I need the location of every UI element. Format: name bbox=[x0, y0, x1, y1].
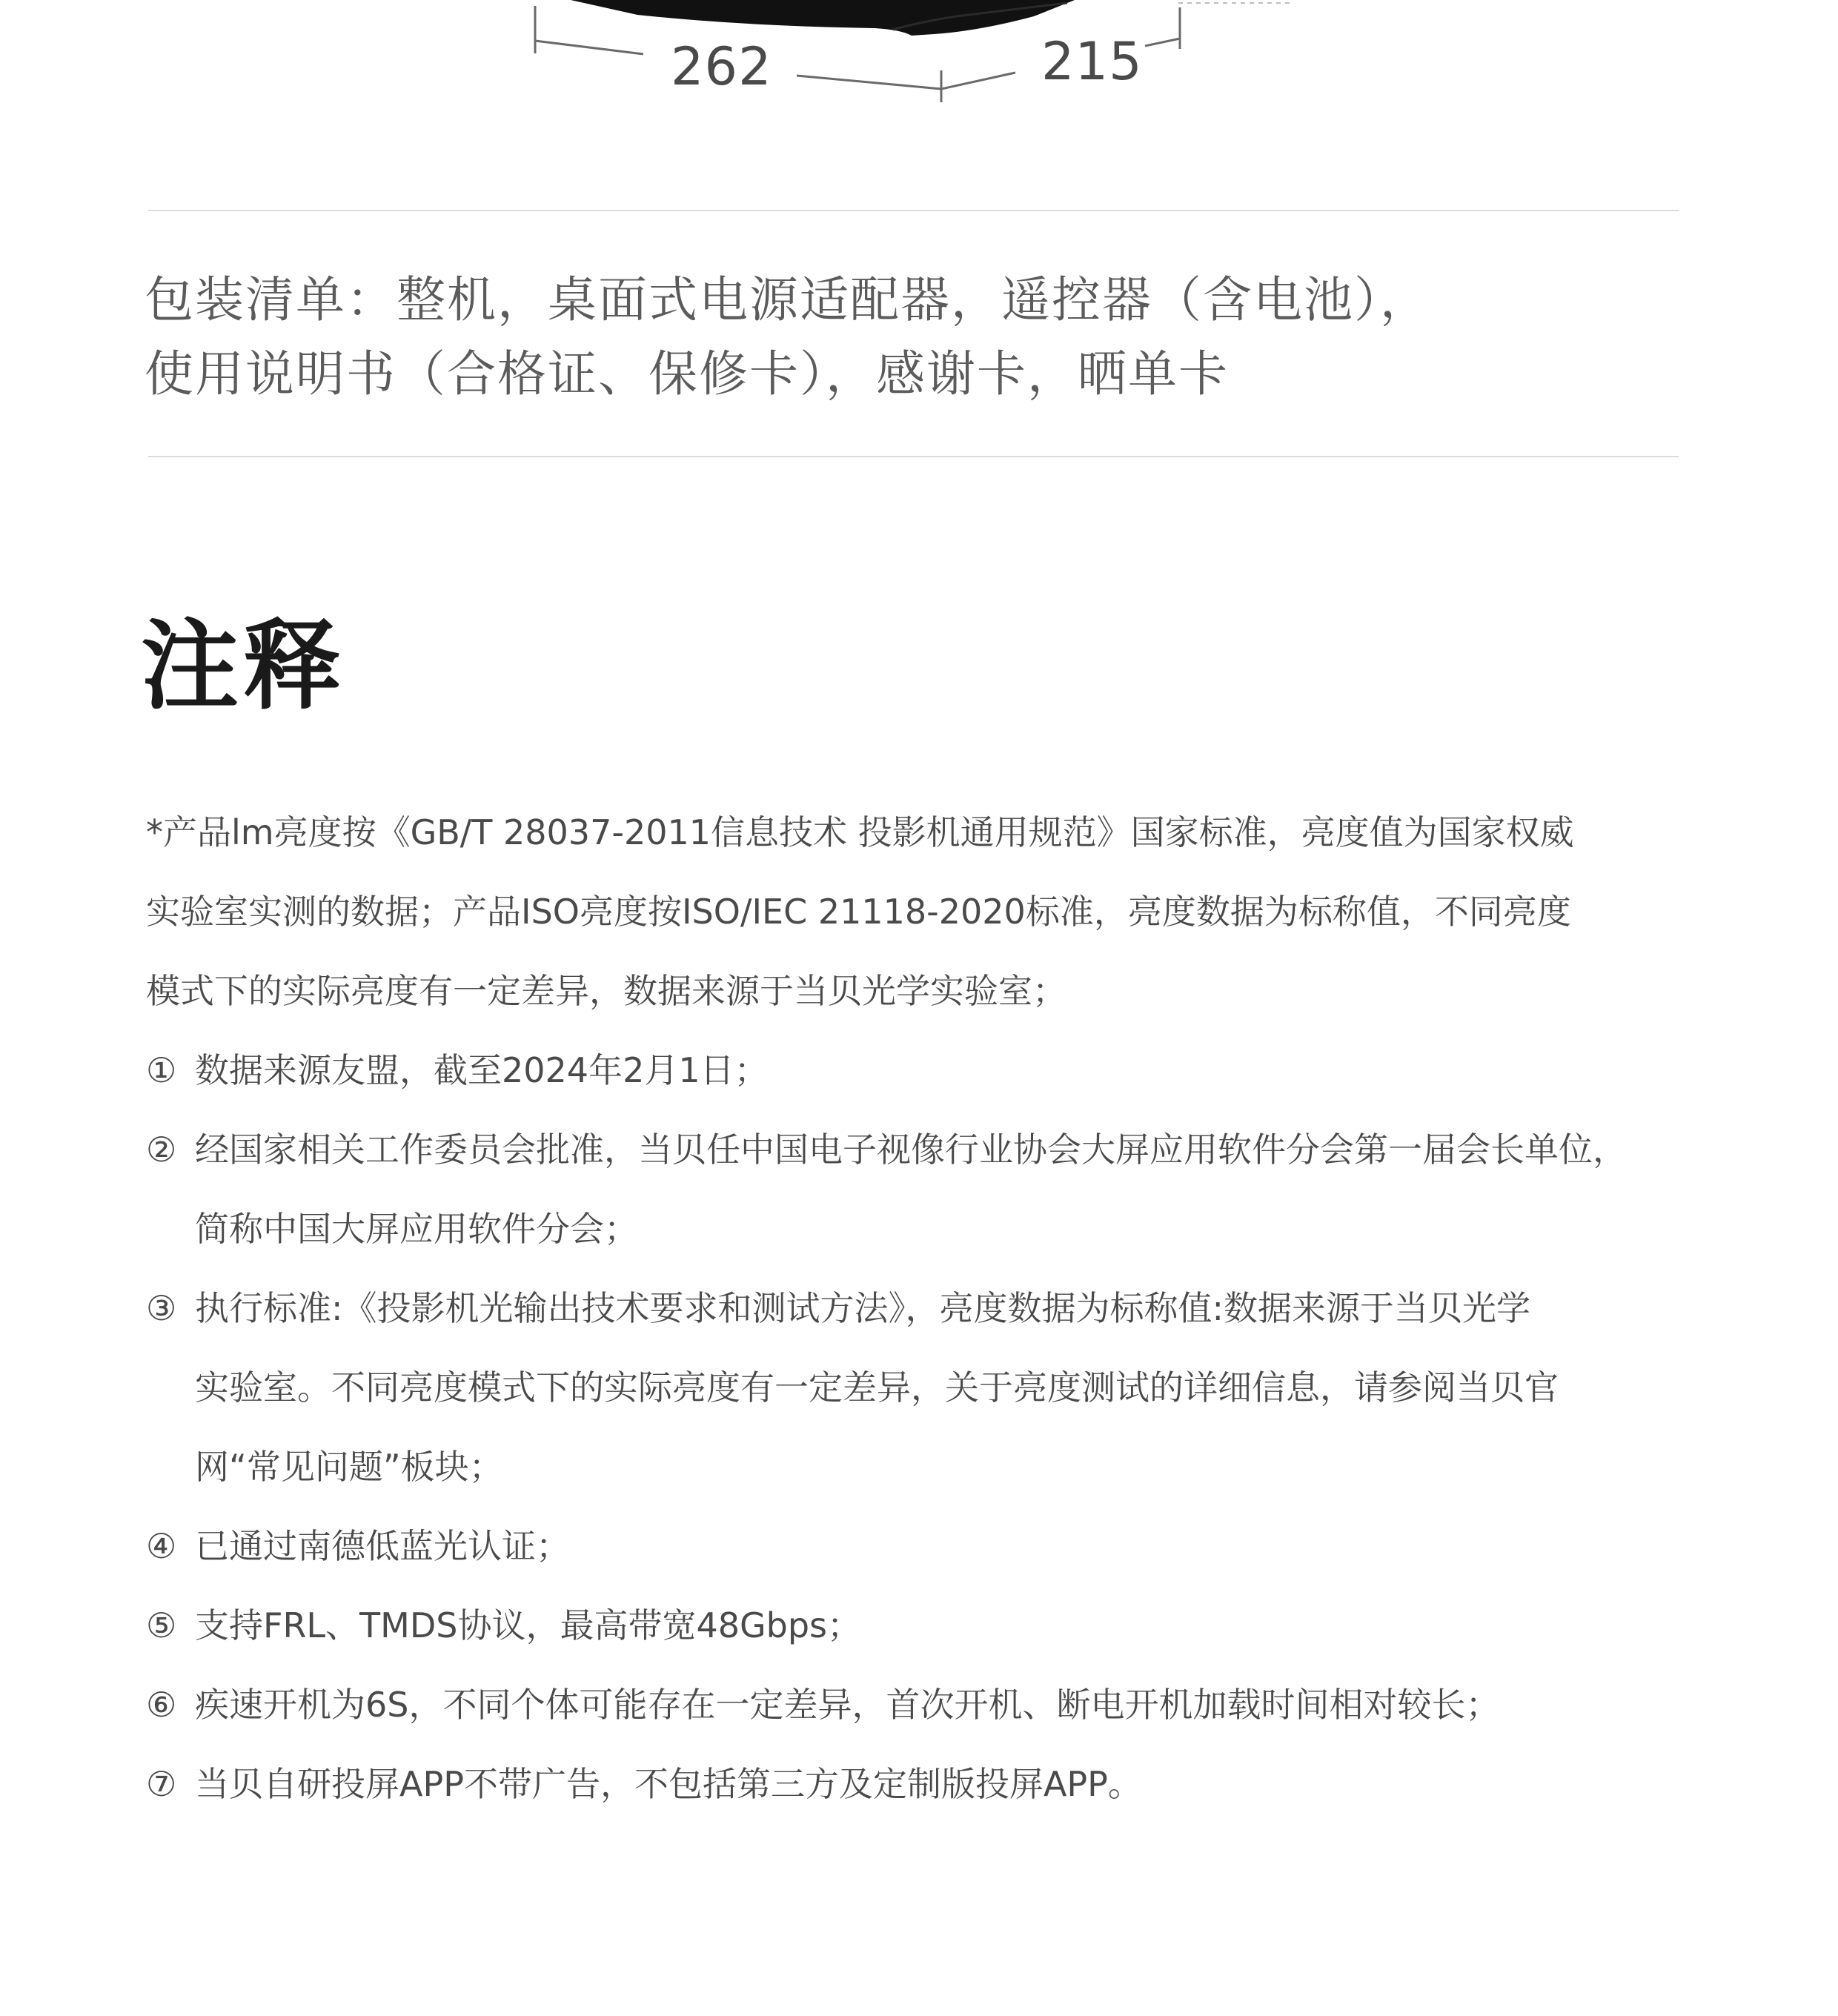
note-item bbox=[146, 1507, 1791, 1586]
note-item bbox=[146, 1586, 1791, 1665]
note-number: ④ bbox=[146, 1526, 177, 1566]
notes-heading: 注释 bbox=[141, 609, 345, 723]
packing-list bbox=[145, 263, 1701, 411]
depth-dimension-label: 215 bbox=[1041, 31, 1143, 92]
note-text: 支持FRL、TMDS协议，最高带宽48Gbps； bbox=[195, 1605, 861, 1645]
note-text: 数据来源友盟，截至2024年2月1日； bbox=[195, 1050, 769, 1090]
notes-list bbox=[146, 1031, 1791, 1824]
note-item bbox=[146, 1269, 1791, 1507]
packing-list-line: 包装清单：整机，桌面式电源适配器，遥控器（含电池）， bbox=[145, 271, 1430, 328]
note-text: 执行标准:《投影机光输出技术要求和测试方法》，亮度数据为标称值:数据来源于当贝光学 bbox=[195, 1288, 1530, 1328]
note-number: ⑥ bbox=[146, 1685, 177, 1725]
note-text: 简称中国大屏应用软件分会； bbox=[195, 1209, 638, 1249]
note-text: 已通过南德低蓝光认证； bbox=[195, 1526, 570, 1566]
divider bbox=[148, 456, 1679, 457]
note-number: ② bbox=[146, 1130, 177, 1170]
note-text: 经国家相关工作委员会批准，当贝任中国电子视像行业协会大屏应用软件分会第一届会长单位， bbox=[195, 1130, 1627, 1170]
note-text: 网“常见问题”板块； bbox=[195, 1447, 503, 1487]
notes-intro-line: *产品lm亮度按《GB/T 28037-2011信息技术 投影机通用规范》国家标准，亮度值为国家权威 bbox=[146, 812, 1574, 852]
divider bbox=[148, 210, 1679, 211]
note-number: ① bbox=[146, 1050, 177, 1090]
note-item bbox=[146, 1031, 1791, 1110]
notes-intro bbox=[146, 793, 1702, 1031]
note-text: 实验室。不同亮度模式下的实际亮度有一定差异，关于亮度测试的详细信息，请参阅当贝官 bbox=[195, 1367, 1559, 1407]
note-item bbox=[146, 1745, 1791, 1824]
note-item bbox=[146, 1110, 1791, 1269]
width-dimension-label: 262 bbox=[671, 36, 772, 97]
notes-intro-line: 模式下的实际亮度有一定差异，数据来源于当贝光学实验室； bbox=[146, 971, 1066, 1011]
product-silhouette-image bbox=[0, 0, 1838, 119]
note-number: ③ bbox=[146, 1288, 177, 1328]
note-text: 疾速开机为6S，不同个体可能存在一定差异，首次开机、断电开机加载时间相对较长； bbox=[195, 1685, 1500, 1725]
dimension-drawing bbox=[0, 0, 1838, 119]
note-item bbox=[146, 1665, 1791, 1745]
notes-intro-line: 实验室实测的数据；产品ISO亮度按ISO/IEC 21118-2020标准，亮度数据为标称值，不同亮度 bbox=[146, 892, 1571, 932]
note-number: ⑤ bbox=[146, 1605, 177, 1645]
note-number: ⑦ bbox=[146, 1764, 177, 1804]
packing-list-line: 使用说明书（合格证、保修卡），感谢卡，晒单卡 bbox=[145, 345, 1229, 402]
note-text: 当贝自研投屏APP不带广告，不包括第三方及定制版投屏APP。 bbox=[195, 1764, 1142, 1804]
